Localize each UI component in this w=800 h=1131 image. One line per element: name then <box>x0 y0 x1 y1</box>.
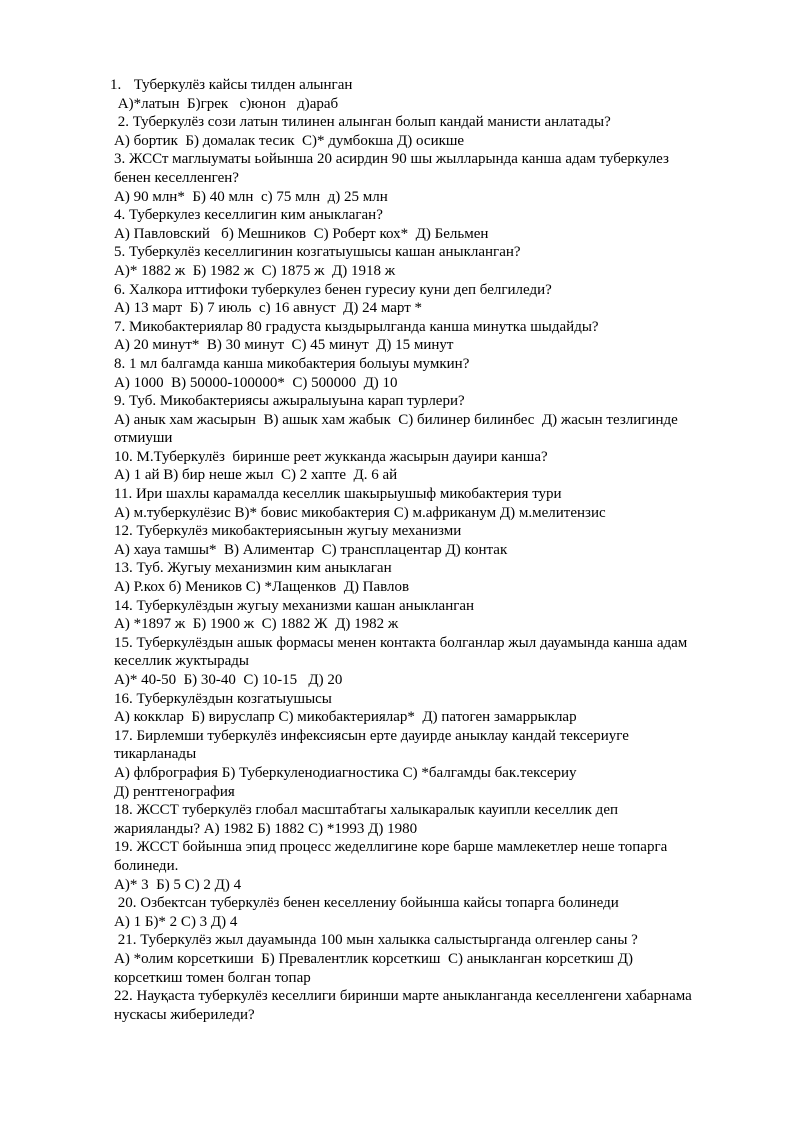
text-line: 22. Науқаста туберкулёз кеселлиги биринши марте аныкланганда кеселленгени хабарнама <box>114 988 692 1005</box>
text-line: А)*латын Б)грек с)юнон д)араб <box>114 95 339 112</box>
text-line: 16. Туберкулёздын козгатыушысы <box>114 690 332 707</box>
text-line: Д) рентгенография <box>114 783 235 800</box>
text-line: 21. Туберкулёз жыл дауамында 100 мын халыкка салыстырганда олгенлер саны ? <box>114 932 638 949</box>
text-line: тикарланады <box>114 746 197 763</box>
text-line: А) 1 Б)* 2 С) 3 Д) 4 <box>114 913 238 930</box>
text-line: А) хауа тамшы* В) Алиментар С) трансплацентар Д) контак <box>114 541 508 558</box>
text-line: 17. Бирлемши туберкулёз инфексиясын ерте дауирде аныклау кандай тексериуге <box>114 727 629 744</box>
text-line: А) 1000 В) 50000-100000* С) 500000 Д) 10 <box>114 374 398 391</box>
text-line: 13. Туб. Жугыу механизмин ким аныклаган <box>114 560 392 577</box>
text-line: корсеткиш томен болган топар <box>114 969 311 986</box>
text-line: 11. Ири шахлы карамалда кеселлик шакырыушыф микобактерия тури <box>114 486 562 503</box>
text-line: болинеди. <box>114 857 179 874</box>
text-line: 20. Озбектсан туберкулёз бенен кеселлениу бойынша кайсы топарга болинеди <box>114 895 619 912</box>
text-line: А) *олим корсеткиши Б) Превалентлик корсеткиш С) аныкланган корсеткиш Д) <box>114 950 633 967</box>
text-line: 18. ЖССТ туберкулёз глобал масштабтагы халыкаралык кауипли кеселлик деп <box>114 802 619 819</box>
text-line: А) м.туберкулёзис В)* бовис микобактерия С) м.африканум Д) м.мелитензис <box>114 504 606 521</box>
text-line: 19. ЖССТ бойынша эпид процесс жеделлигине коре барше мамлекетлер неше топарга <box>114 839 668 856</box>
text-line: А) анык хам жасырын В) ашык хам жабык С) билинер билинбес Д) жасын тезлигинде <box>114 411 678 428</box>
text-line: А) 13 март Б) 7 июль с) 16 авнуст Д) 24 март * <box>114 300 423 317</box>
text-line: 2. Туберкулёз сози латын тилинен алынган болып кандай манисти анлатады? <box>114 114 611 131</box>
text-line: 12. Туберкулёз микобактериясынын жугыу механизми <box>114 523 462 540</box>
text-line: 6. Халкора иттифоки туберкулез бенен гуресиу куни деп белгиледи? <box>114 281 552 298</box>
text-line: бенен кеселленген? <box>114 169 239 186</box>
text-line: А) *1897 ж Б) 1900 ж С) 1882 Ж Д) 1982 ж <box>114 616 399 633</box>
text-line: А) Р.кох б) Меников С) *Лащенков Д) Павлов <box>114 579 410 596</box>
text-line: А)* 1882 ж Б) 1982 ж С) 1875 ж Д) 1918 ж <box>114 262 396 279</box>
text-line: нускасы жибериледи? <box>114 1006 255 1023</box>
text-line: А)* 3 Б) 5 С) 2 Д) 4 <box>114 876 242 893</box>
text-line: 3. ЖССт маглыуматы ьойынша 20 асирдин 90 шы жылларында канша адам туберкулез <box>114 151 669 168</box>
question-text: Туберкулёз кайсы тилден алынган <box>133 77 353 93</box>
list-number: 1. <box>110 77 122 93</box>
text-line: 7. Микобактериялар 80 градуста кыздырылганда канша минутка шыдайды? <box>114 318 599 335</box>
document-body <box>110 76 756 1024</box>
text-line: А) 20 минут* В) 30 минут С) 45 минут Д) 15 минут <box>114 337 454 354</box>
text-line: А) кокклар Б) вируслапр С) микобактериялар* Д) патоген замаррыклар <box>114 709 577 726</box>
text-line: А) 90 млн* Б) 40 млн с) 75 млн д) 25 млн <box>114 188 388 205</box>
text-line: А) 1 ай В) бир неше жыл С) 2 хапте Д. 6 ай <box>114 467 398 484</box>
text-line: А) Павловский б) Мешников С) Роберт кох* Д) Бельмен <box>114 225 489 242</box>
text-line: 9. Туб. Микобактериясы ажыралыуына карап турлери? <box>114 393 465 410</box>
text-line: А) бортик Б) домалак тесик С)* думбокша Д) осикше <box>114 132 465 149</box>
text-line: отмиуши <box>114 430 173 447</box>
text-line: А) флбрография Б) Туберкуленодиагностика С) *балгамды бак.тексериу <box>114 764 577 781</box>
text-line: 8. 1 мл балгамда канша микобактерия болыуы мумкин? <box>114 355 470 372</box>
text-line: А)* 40-50 Б) 30-40 С) 10-15 Д) 20 <box>114 672 343 688</box>
text-line: 5. Туберкулёз кеселлигинин козгатыушысы кашан аныкланган? <box>114 244 521 261</box>
text-line: 4. Туберкулез кеселлигин ким аныклаган? <box>114 207 383 224</box>
text-lines <box>114 95 756 1025</box>
text-line: 10. М.Туберкулёз биринше реет жукканда жасырын дауири канша? <box>114 448 548 465</box>
text-line: кеселлик жуктырады <box>114 653 249 670</box>
question-line <box>110 76 756 95</box>
text-line: жарияланды? А) 1982 Б) 1882 С) *1993 Д) 1980 <box>114 820 418 837</box>
text-line: 14. Туберкулёздын жугыу механизми кашан аныкланган <box>114 597 475 614</box>
text-line: 15. Туберкулёздын ашык формасы менен контакта болганлар жыл дауамында канша адам <box>114 634 688 651</box>
